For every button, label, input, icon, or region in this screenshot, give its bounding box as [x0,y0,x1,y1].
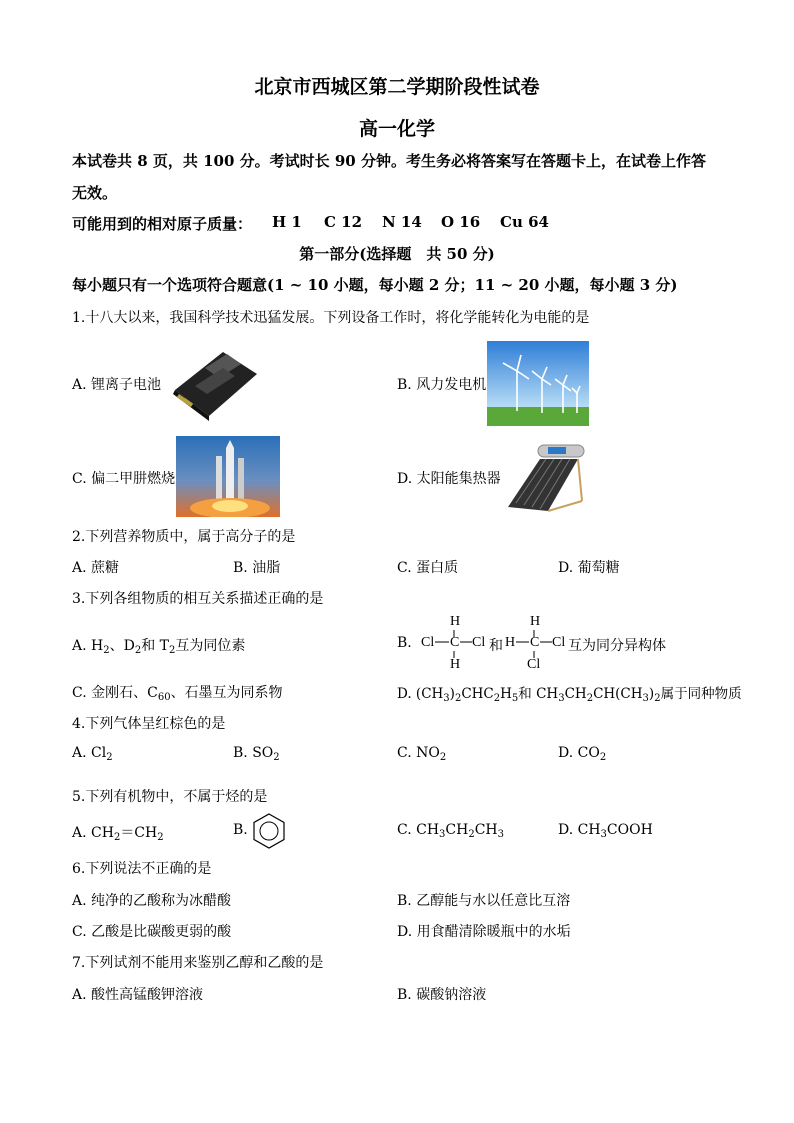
q3-option-c: C. 金刚石、$C_{60}$、石墨互为同系物 [72,685,283,703]
benzene-ring-icon [251,812,287,850]
structure-1-bottom-h: H [450,657,461,672]
q6-option-c: C. 乙酸是比碳酸更弱的酸 [72,924,232,940]
solar-heater-image [498,441,588,516]
q1-option-a: A. 锂离子电池 [72,377,162,393]
rocket-launch-image [176,436,280,517]
q1-option-c: C. 偏二甲肼燃烧 [72,471,176,487]
q5-option-a: A. $CH_2=CH_2$ [72,825,164,843]
q3-stem: 3.下列各组物质的相互关系描述正确的是 [72,591,324,607]
intro-line-1: 本试卷共 8 页，共 100 分。考试时长 90 分钟。考生务必将答案写在答题卡上，在试卷上作答 [72,152,706,170]
q5-stem: 5.下列有机物中，不属于烃的是 [72,789,268,805]
structure-1-bonds [420,616,490,676]
q6-option-a: A. 纯净的乙酸称为冰醋酸 [72,893,232,909]
q2-option-b: B. 油脂 [233,560,281,576]
q6-option-b: B. 乙醇能与水以任意比互溶 [397,893,571,909]
q2-option-d: D. 葡萄糖 [558,560,620,576]
q4-option-d: D. $CO_2$ [558,745,607,763]
q4-option-a: A. $Cl_2$ [72,745,113,763]
atomic-mass-n: N 14 [382,213,422,231]
q7-option-b: B. 碳酸钠溶液 [397,987,487,1003]
atomic-mass-o: O 16 [441,213,481,231]
structure-1-left-cl: Cl [421,635,435,650]
q2-stem: 2.下列营养物质中，属于高分子的是 [72,529,296,545]
atomic-mass-h: H 1 [272,213,302,231]
structure-2-carbon: C [530,635,540,650]
q3-option-d: D. $(CH_3)_2CHC_2H_5$和 $CH_3CH_2CH(CH_3)_2$属于同种物质 [397,686,742,704]
q5-option-d: D. $CH_3COOH$ [558,822,653,840]
part1-instruction: 每小题只有一个选项符合题意(1 ~ 10 小题，每小题 2 分；11 ~ 20 小题，每小题 3 分) [72,276,678,294]
q4-option-b: B. $SO_2$ [233,745,280,763]
exam-subtitle: 高一化学 [358,118,435,140]
q2-option-a: A. 蔗糖 [72,560,120,576]
q1-option-b: B. 风力发电机 [397,377,487,393]
structure-2-top-h: H [530,614,541,629]
structure-1-top-h: H [450,614,461,629]
q6-stem: 6.下列说法不正确的是 [72,861,212,877]
q3-option-b-label: B. [397,635,412,651]
intro-line-2: 无效。 [72,184,118,202]
wind-turbine-image [487,341,589,426]
part1-heading: 第一部分(选择题 共 50 分) [299,245,495,263]
q5-option-b: B. [233,822,248,838]
structure-2-bottom-cl: Cl [527,657,541,672]
q1-stem: 1.十八大以来，我国科学技术迅猛发展。下列设备工作时，将化学能转化为电能的是 [72,310,590,326]
structure-2-left-h: H [505,635,516,650]
structure-2-bonds [500,616,570,676]
q1-option-d: D. 太阳能集热器 [397,471,501,487]
q7-stem: 7.下列试剂不能用来鉴别乙醇和乙酸的是 [72,955,324,971]
q7-option-a: A. 酸性高锰酸钾溶液 [72,987,204,1003]
battery-image [165,346,260,421]
q5-option-c: C. $CH_3CH_2CH_3$ [397,822,505,840]
q4-option-c: C. $NO_2$ [397,745,447,763]
atomic-mass-label: 可能用到的相对原子质量： [72,215,253,233]
structure-2-right-cl: Cl [552,635,566,650]
atomic-mass-cu: Cu 64 [500,213,549,231]
q3-option-b-and: 和 [489,638,503,654]
q3-option-b-text: 互为同分异构体 [568,638,666,654]
structure-1-right-cl: Cl [472,635,486,650]
q4-stem: 4.下列气体呈红棕色的是 [72,716,226,732]
exam-title: 北京市西城区第二学期阶段性试卷 [254,76,540,98]
atomic-mass-c: C 12 [324,213,363,231]
q3-option-a: A. $H_2$、$D_2$和 $T_2$互为同位素 [72,638,246,656]
structure-1-carbon: C [450,635,460,650]
q2-option-c: C. 蛋白质 [397,560,459,576]
q6-option-d: D. 用食醋清除暖瓶中的水垢 [397,924,571,940]
